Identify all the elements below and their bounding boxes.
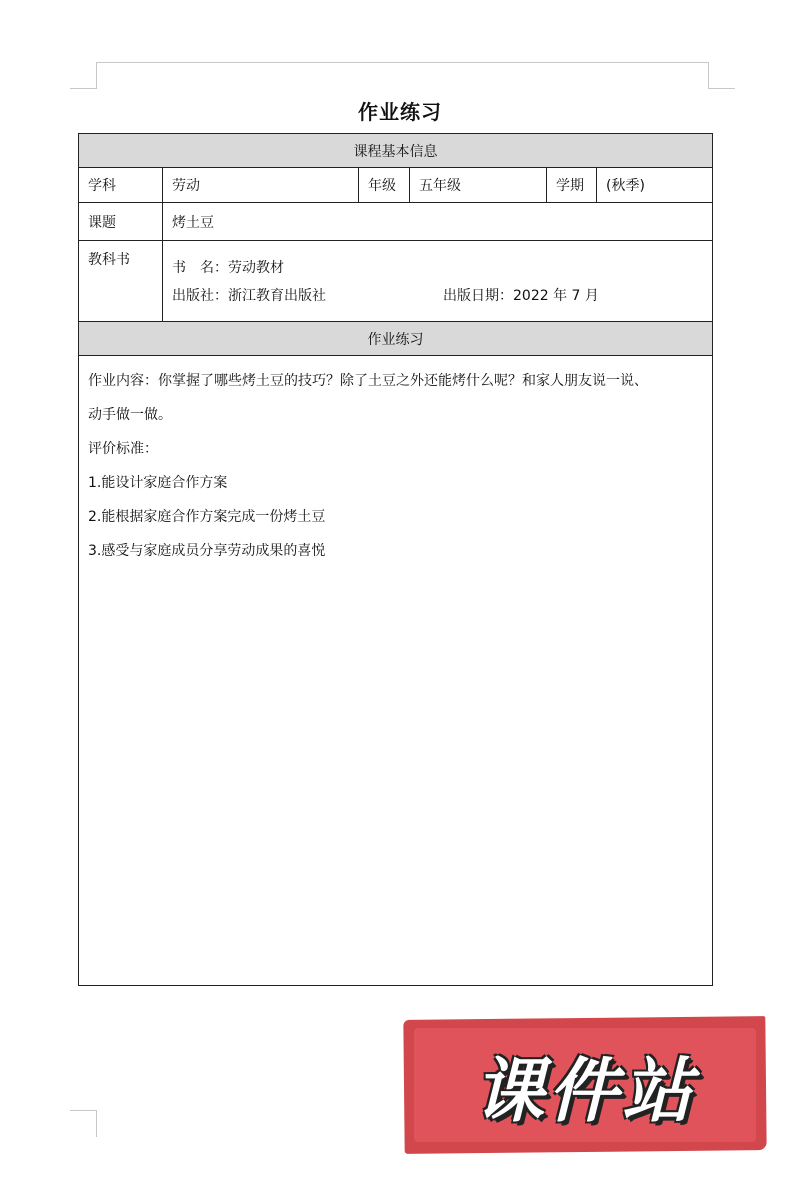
criteria-title: 评价标准： xyxy=(88,441,158,457)
term-value: (秋季) xyxy=(597,168,713,203)
criteria-item: 1.能设计家庭合作方案 xyxy=(88,475,228,491)
section-header-course-info: 课程基本信息 xyxy=(79,134,713,168)
subject-value: 劳动 xyxy=(163,168,359,203)
watermark-stamp xyxy=(404,1018,766,1152)
textbook-label: 教科书 xyxy=(79,241,163,322)
corner-mark-top-left xyxy=(70,62,97,89)
term-label: 学期 xyxy=(547,168,597,203)
publisher-line xyxy=(172,281,703,309)
pub-date-value: 2022 年 7 月 xyxy=(513,288,599,304)
watermark-text: 课件站 xyxy=(474,1049,696,1132)
pub-date-label: 出版日期： xyxy=(443,288,513,304)
content-line-1: 作业内容：你掌握了哪些烤土豆的技巧？除了土豆之外还能烤什么呢？和家人朋友说一说、 xyxy=(88,373,648,389)
textbook-info xyxy=(163,241,713,322)
grade-label: 年级 xyxy=(359,168,410,203)
page-title: 作业练习 xyxy=(358,100,442,124)
subject-label: 学科 xyxy=(79,168,163,203)
book-name-label: 书 名： xyxy=(172,260,228,276)
book-name-value: 劳动教材 xyxy=(228,260,284,276)
section-header-homework: 作业练习 xyxy=(79,322,713,356)
criteria-item: 2.能根据家庭合作方案完成一份烤土豆 xyxy=(88,509,326,525)
content-line-2: 动手做一做。 xyxy=(88,407,172,423)
publisher-value: 浙江教育出版社 xyxy=(228,288,326,304)
topic-label: 课题 xyxy=(79,203,163,241)
corner-mark-top-right xyxy=(708,62,735,89)
topic-value: 烤土豆 xyxy=(163,203,713,241)
homework-table xyxy=(78,133,713,986)
grade-value: 五年级 xyxy=(410,168,547,203)
book-name-line xyxy=(172,253,703,281)
homework-content xyxy=(79,356,713,986)
criteria-item: 3.感受与家庭成员分享劳动成果的喜悦 xyxy=(88,543,326,559)
corner-mark-bottom-left xyxy=(70,1110,97,1137)
publisher-label: 出版社： xyxy=(172,288,228,304)
header-rule xyxy=(96,62,708,63)
